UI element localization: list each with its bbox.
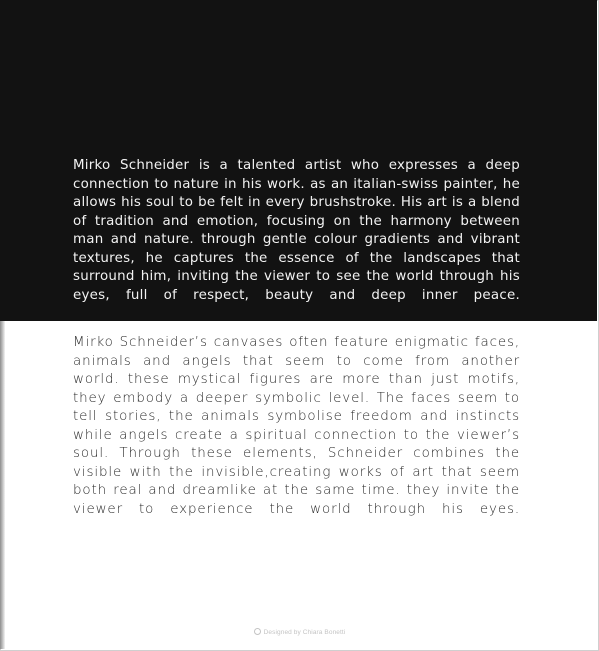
bio-paragraph-canvases: Mirko Schneider’s canvases often feature enigmatic faces, animals and angels that seem to come from another world. these mystical figures are more than just motifs, they embody a deeper symbolic level. The faces seem to tell stories, the animals symbolise freedom and instincts while angels create a spiritual connection to the viewer’s soul. Through these elements, Schneider combines the visible with the invisible,creating works of art that seem both real and dreamlike at the same time. they invite the viewer to experience the world through his eyes.: [73, 335, 520, 517]
bio-paragraph-intro: Mirko Schneider is a talented artist who expresses a deep connection to nature in his work. as an italian-swiss painter, he allows his soul to be felt in every brushstroke. His art is a blend of tradition and emotion, focusing on the harmony between man and nature. through gentle colour gradients and vibrant textures, he captures the essence of the landscapes that surround him, inviting the viewer to see the world through his eyes, full of respect, beauty and deep inner peace.: [73, 158, 520, 303]
designer-logo-icon: [254, 628, 261, 635]
designer-credit: [0, 628, 599, 636]
left-edge-image-strip: [0, 321, 5, 649]
designer-credit-text: Designed by Chiara Bonetti: [263, 629, 346, 636]
